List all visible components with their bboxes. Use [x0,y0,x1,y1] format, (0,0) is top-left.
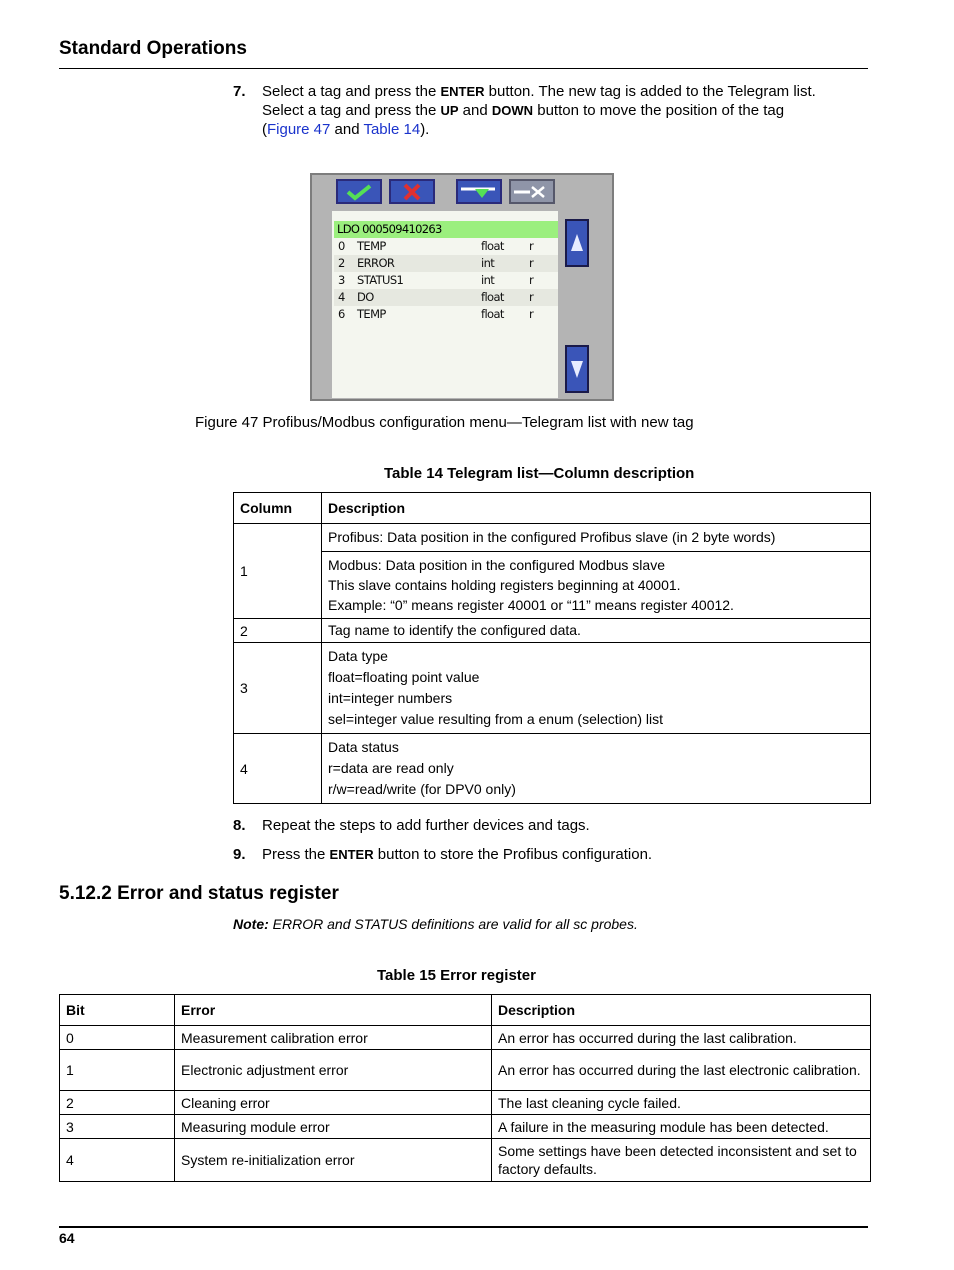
remove-tag-button[interactable] [509,179,555,204]
table-14-link[interactable]: Table 14 [363,121,421,138]
up-key-label: UP [440,103,459,118]
cross-icon [397,183,427,201]
check-icon [344,183,374,201]
table-cell: Electronic adjustment error [175,1050,492,1091]
table-cell: Measuring module error [175,1115,492,1139]
table-cell: A failure in the measuring module has been detected. [492,1115,871,1139]
error-register-table [59,994,871,1182]
down-key-label: DOWN [491,103,534,118]
column-header: Description [492,995,871,1026]
table-cell: Profibus: Data position in the configured Profibus slave (in 2 byte words) [322,524,871,552]
page-header-title: Standard Operations [59,38,247,59]
table-cell: The last cleaning cycle failed. [492,1091,871,1115]
table-14-caption: Table 14 Telegram list—Column description [384,465,695,482]
arrow-up-icon [569,231,585,255]
list-item[interactable]: 3 STATUS1 int r [338,273,534,287]
table-cell: Modbus: Data position in the configured Modbus slave This slave contains holding registers beginning at 40001. Example: “0” means register 40001 or “11” means register 40012. [322,552,871,619]
telegram-list-screen [310,173,614,401]
step-8-text: Repeat the steps to add further devices and tags. [262,817,590,834]
figure-caption: Figure 47 Profibus/Modbus configuration menu—Telegram list with new tag [195,414,694,431]
step-7-line-3: (Figure 47 and Table 14). [262,121,430,138]
table-header-row [60,995,871,1026]
table-row [60,1091,871,1115]
table-row [234,524,871,552]
table-header-row [234,493,871,524]
column-header: Bit [60,995,175,1026]
figure-47-link[interactable]: Figure 47 [267,121,331,138]
table-cell: 2 [234,619,322,643]
step-number: 8. [233,817,246,834]
table-cell: System re-initialization error [175,1139,492,1182]
table-cell: Tag name to identify the configured data. [322,619,871,643]
table-15-caption: Table 15 Error register [377,967,536,984]
scroll-down-button[interactable] [565,345,589,393]
list-item[interactable]: 2 ERROR int r [334,255,558,272]
footer-rule [59,1226,868,1228]
telegram-list[interactable] [332,211,558,398]
table-cell: 1 [234,524,322,619]
list-item[interactable]: 4 DO float r [334,289,558,306]
header-rule [59,68,868,69]
note-label: Note: [233,916,269,932]
step-number: 7. [233,83,246,100]
column-header: Description [322,493,871,524]
table-cell: Cleaning error [175,1091,492,1115]
enter-key-label: ENTER [329,847,374,862]
table-cell: An error has occurred during the last electronic calibration. [492,1050,871,1091]
list-item[interactable]: 6 TEMP float r [338,307,534,321]
table-cell: 3 [234,643,322,734]
table-row [234,552,871,619]
table-cell: Data type float=floating point value int=integer numbers sel=integer value resulting from a enum (selection) list [322,643,871,734]
arrow-down-icon [569,357,585,381]
remove-tag-icon [512,183,552,201]
note: Note: ERROR and STATUS definitions are valid for all sc probes. [233,916,638,932]
table-cell: An error has occurred during the last calibration. [492,1026,871,1050]
table-row [60,1115,871,1139]
table-cell: 4 [234,734,322,804]
table-row [60,1026,871,1050]
table-cell: 1 [60,1050,175,1091]
confirm-button[interactable] [336,179,382,204]
table-cell: 4 [60,1139,175,1182]
page-number: 64 [59,1230,75,1246]
add-tag-icon [459,183,499,201]
table-cell: Data status r=data are read only r/w=read/write (for DPV0 only) [322,734,871,804]
cancel-button[interactable] [389,179,435,204]
table-cell: Measurement calibration error [175,1026,492,1050]
step-number: 9. [233,846,246,863]
table-row [234,619,871,643]
step-9-text: Press the ENTER button to store the Profibus configuration. [262,846,653,863]
table-cell: 2 [60,1091,175,1115]
add-tag-button[interactable] [456,179,502,204]
enter-key-label: ENTER [440,84,485,99]
table-cell: 0 [60,1026,175,1050]
table-row [234,643,871,734]
telegram-column-table [233,492,871,804]
table-cell: 3 [60,1115,175,1139]
step-7-line-1: Select a tag and press the ENTER button. The new tag is added to the Telegram list. [262,83,816,100]
list-item[interactable]: 0 TEMP float r [338,239,534,253]
section-title: 5.12.2 Error and status register [59,883,339,904]
table-row [60,1050,871,1091]
list-header-row[interactable]: LDO 000509410263 [334,221,558,238]
column-header: Error [175,995,492,1026]
table-row [234,734,871,804]
table-cell: Some settings have been detected inconsistent and set to factory defaults. [492,1139,871,1182]
table-row [60,1139,871,1182]
scroll-up-button[interactable] [565,219,589,267]
step-7-line-2: Select a tag and press the UP and DOWN button to move the position of the tag [262,102,785,119]
column-header: Column [234,493,322,524]
